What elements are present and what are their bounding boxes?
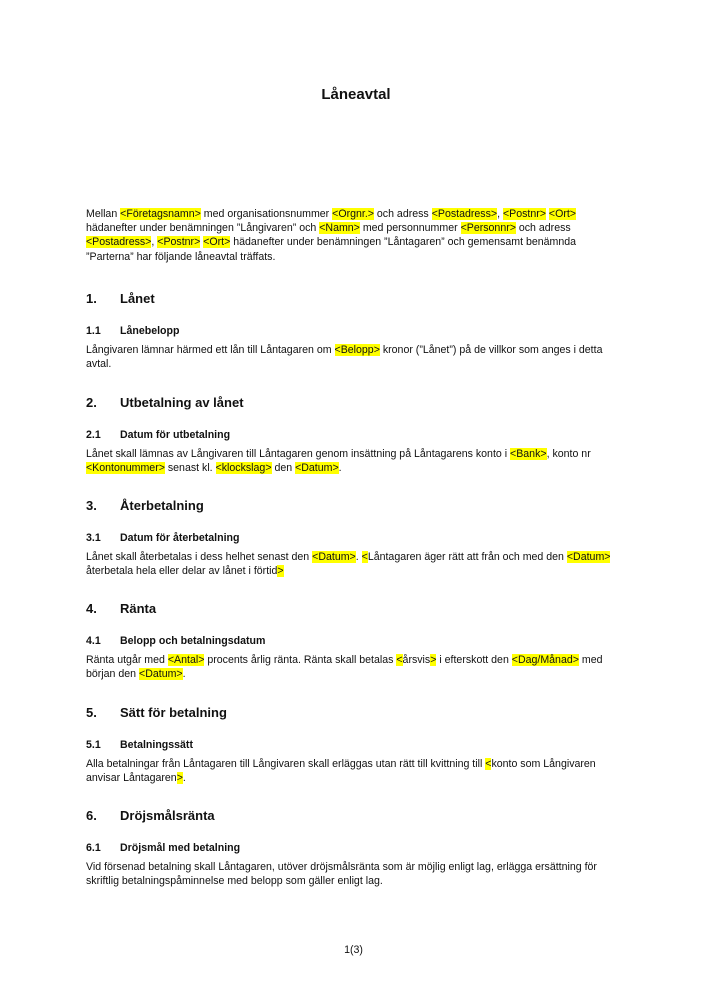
placeholder-field: <Datum> bbox=[566, 551, 611, 563]
text-run: hädanefter under benämningen ”Långivaren” och bbox=[86, 222, 320, 235]
section-heading bbox=[86, 601, 626, 619]
placeholder-field: <Datum> bbox=[295, 462, 339, 475]
subsection-heading bbox=[86, 842, 626, 856]
subsection-heading bbox=[86, 532, 626, 546]
section-number: 3. bbox=[86, 498, 97, 513]
placeholder-field: < bbox=[361, 551, 368, 563]
text-run: den bbox=[271, 462, 296, 475]
placeholder-field: <Namn> bbox=[319, 222, 360, 235]
subsection-number: 6.1 bbox=[86, 842, 101, 854]
subsection-title: Datum för återbetalning bbox=[120, 532, 240, 544]
section-number: 2. bbox=[86, 395, 97, 410]
page-number: 1(3) bbox=[344, 944, 363, 956]
text-run: återbetala hela eller delar av lånet i förtid bbox=[86, 565, 278, 578]
text-run: och adress bbox=[373, 208, 432, 220]
text-run: Vid försenad betalning skall Låntagaren, utöver dröjsmålsränta som är möjlig enligt lag, erlägga ersättning för skriftlig betalningspåminnelse med belopp som gäller enligt lag. bbox=[86, 861, 597, 888]
placeholder-field: <Ort> bbox=[548, 208, 576, 220]
section-1 bbox=[86, 291, 626, 371]
section-heading bbox=[86, 395, 626, 413]
subsection-heading bbox=[86, 429, 626, 443]
text-run: Lånet skall lämnas av Långivaren till Låntagaren genom insättning på Låntagarens konto i bbox=[86, 448, 511, 460]
section-number: 4. bbox=[86, 601, 97, 616]
text-run: Ränta utgår med bbox=[86, 654, 168, 666]
text-run: Mellan bbox=[86, 208, 121, 220]
placeholder-field: <Antal> bbox=[167, 654, 205, 666]
placeholder-field: > bbox=[430, 654, 437, 666]
subsection-title: Belopp och betalningsdatum bbox=[120, 635, 266, 647]
placeholder-field: < bbox=[485, 758, 492, 770]
section-title: Utbetalning av lånet bbox=[120, 395, 244, 410]
section-heading bbox=[86, 705, 626, 723]
section-body bbox=[86, 550, 626, 578]
text-run: Alla betalningar från Låntagaren till Långivaren skall erläggas utan rätt till kvittning till bbox=[86, 758, 486, 770]
placeholder-field: > bbox=[277, 565, 284, 578]
text-run: kronor (”Lånet”) på de villkor som anges i detta avtal. bbox=[86, 344, 603, 371]
text-run: och adress bbox=[515, 222, 571, 235]
text-run: årsvis bbox=[402, 654, 431, 666]
placeholder-field: <klockslag> bbox=[215, 462, 272, 475]
section-number: 1. bbox=[86, 291, 97, 306]
text-run: . bbox=[182, 668, 186, 681]
placeholder-field: <Datum> bbox=[139, 668, 183, 681]
section-body bbox=[86, 343, 626, 371]
intro-paragraph bbox=[86, 207, 626, 264]
section-number: 6. bbox=[86, 808, 97, 823]
text-run: Låntagaren äger rätt att från och med den bbox=[367, 551, 567, 563]
section-3 bbox=[86, 498, 626, 578]
section-body bbox=[86, 757, 626, 785]
section-4 bbox=[86, 601, 626, 681]
section-body bbox=[86, 447, 626, 475]
section-2 bbox=[86, 395, 626, 475]
subsection-title: Betalningssätt bbox=[120, 739, 193, 751]
placeholder-field: <Företagsnamn> bbox=[120, 208, 201, 220]
section-body bbox=[86, 653, 626, 681]
placeholder-field: <Personnr> bbox=[460, 222, 516, 235]
text-run: med personnummer bbox=[359, 222, 461, 235]
text-run: , konto nr bbox=[546, 448, 591, 460]
subsection-heading bbox=[86, 325, 626, 339]
section-body bbox=[86, 860, 626, 888]
placeholder-field: > bbox=[176, 772, 183, 785]
text-run: . bbox=[182, 772, 186, 785]
placeholder-field: < bbox=[396, 654, 403, 666]
section-5 bbox=[86, 705, 626, 785]
section-title: Ränta bbox=[120, 601, 157, 616]
section-title: Sätt för betalning bbox=[120, 705, 227, 720]
section-heading bbox=[86, 498, 626, 516]
placeholder-field: <Datum> bbox=[312, 551, 356, 563]
subsection-title: Datum för utbetalning bbox=[120, 429, 231, 441]
text-run: , bbox=[151, 236, 158, 249]
text-run: hädanefter under benämningen ”Låntagaren” och gemensamt benämnda ”Parterna” har följande låneavtal träffats. bbox=[86, 236, 577, 263]
placeholder-field: <Orgnr.> bbox=[332, 208, 374, 220]
placeholder-field: <Belopp> bbox=[334, 344, 380, 356]
placeholder-field: <Kontonummer> bbox=[86, 462, 165, 475]
subsection-number: 3.1 bbox=[86, 532, 101, 544]
text-run: Lånet skall återbetalas i dess helhet senast den bbox=[86, 551, 313, 563]
section-heading bbox=[86, 808, 626, 826]
placeholder-field: <Bank> bbox=[510, 448, 547, 460]
section-title: Återbetalning bbox=[120, 498, 204, 513]
section-6 bbox=[86, 808, 626, 888]
placeholder-field: <Postadress> bbox=[86, 236, 152, 249]
text-run: . bbox=[355, 551, 362, 563]
placeholder-field: <Postnr> bbox=[502, 208, 546, 220]
text-run: . bbox=[338, 462, 342, 475]
text-run: , bbox=[497, 208, 503, 220]
text-run: procents årlig ränta. Ränta skall betalas bbox=[204, 654, 397, 666]
section-title: Lånet bbox=[120, 291, 155, 306]
subsection-heading bbox=[86, 635, 626, 649]
section-number: 5. bbox=[86, 705, 97, 720]
text-run: i efterskott den bbox=[436, 654, 512, 666]
subsection-title: Dröjsmål med betalning bbox=[120, 842, 241, 854]
text-run: konto som Långivaren anvisar Låntagaren bbox=[86, 758, 596, 785]
placeholder-field: <Dag/Månad> bbox=[511, 654, 579, 666]
placeholder-field: <Postadress> bbox=[431, 208, 498, 220]
subsection-title: Lånebelopp bbox=[120, 325, 180, 337]
subsection-number: 5.1 bbox=[86, 739, 101, 751]
subsection-number: 1.1 bbox=[86, 325, 101, 337]
section-title: Dröjsmålsränta bbox=[120, 808, 215, 823]
text-run: Långivaren lämnar härmed ett lån till Låntagaren om bbox=[86, 344, 335, 356]
placeholder-field: <Ort> bbox=[203, 236, 231, 249]
text-run: med början den bbox=[86, 654, 603, 681]
text-run: senast kl. bbox=[164, 462, 216, 475]
placeholder-field: <Postnr> bbox=[157, 236, 201, 249]
document-title: Låneavtal bbox=[321, 86, 391, 103]
subsection-heading bbox=[86, 739, 626, 753]
text-run: med organisationsnummer bbox=[200, 208, 333, 220]
subsection-number: 4.1 bbox=[86, 635, 101, 647]
subsection-number: 2.1 bbox=[86, 429, 101, 441]
section-heading bbox=[86, 291, 626, 309]
